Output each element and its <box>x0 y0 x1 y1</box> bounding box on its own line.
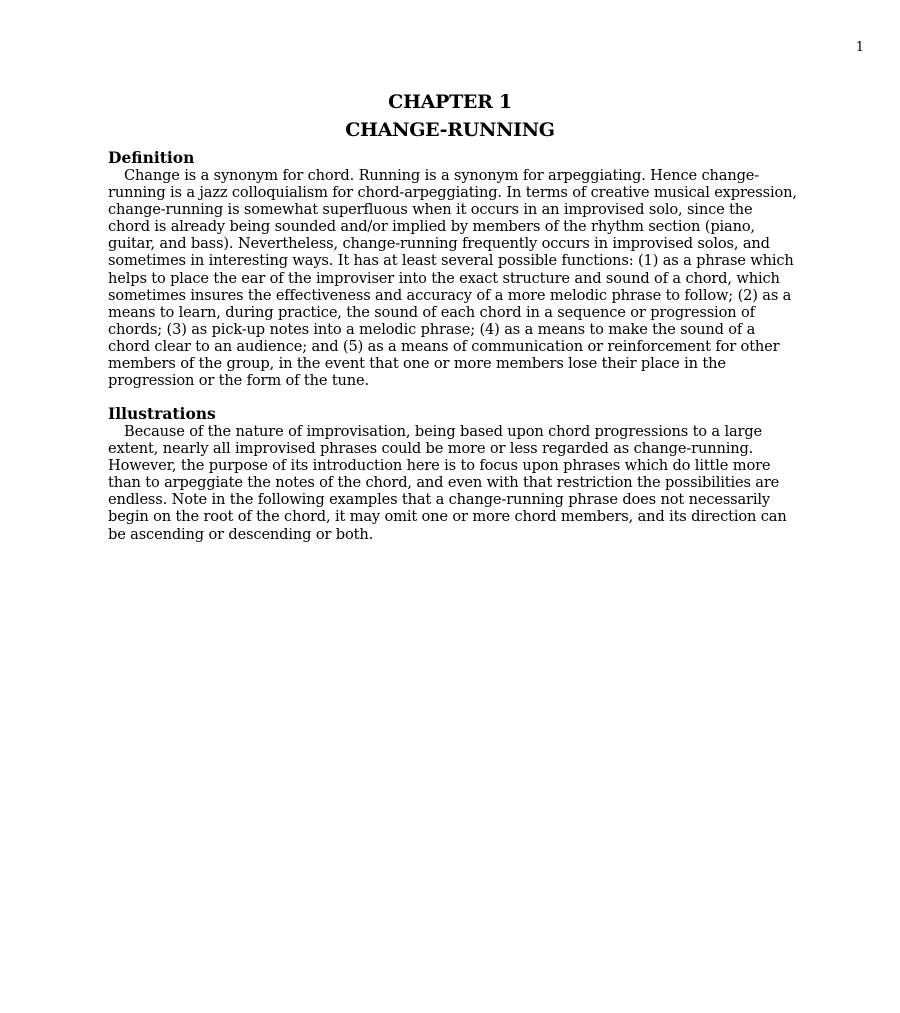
section-body-illustrations: Because of the nature of improvisation, being based upon chord progressions to a large extent, nearly all improvised phrases could be more or less regarded as change-running. However, the purpose of its introduction here is to focus upon phrases which do little more than to arpeggiate the notes of the chord, and even with that restriction the possibilities are endless. Note in the following examples that a change-running phrase does not necessarily begin on the root of the chord, it may omit one or more chord members, and its direction can be ascending or descending or both. <box>108 423 787 543</box>
section-heading-illustrations: Illustrations <box>108 404 216 423</box>
section-definition <box>108 149 798 389</box>
chapter-subtitle: CHANGE-RUNNING <box>345 119 555 141</box>
section-heading-definition: Definition <box>108 148 195 167</box>
section-illustrations <box>108 405 798 543</box>
page-number: 1 <box>855 40 864 55</box>
chapter-title: CHAPTER 1 <box>388 91 512 113</box>
section-body-definition: Change is a synonym for chord. Running is a synonym for arpeggiating. Hence change-running is a jazz colloquialism for chord-arpeggiating. In terms of creative musical expression, change-running is somewhat superfluous when it occurs in an improvised solo, since the chord is already being sounded and/or implied by members of the rhythm section (piano, guitar, and bass). Nevertheless, change-running frequently occurs in improvised solos, and sometimes in interesting ways. It has at least several possible functions: (1) as a phrase which helps to place the ear of the improviser into the exact structure and sound of a chord, which sometimes insures the effectiveness and accuracy of a more melodic phrase to follow; (2) as a means to learn, during practice, the sound of each chord in a sequence or progression of chords; (3) as pick-up notes into a melodic phrase; (4) as a means to make the sound of a chord clear to an audience; and (5) as a means of communication or reinforcement for other members of the group, in the event that one or more members lose their place in the progression or the form of the tune. <box>108 167 797 390</box>
